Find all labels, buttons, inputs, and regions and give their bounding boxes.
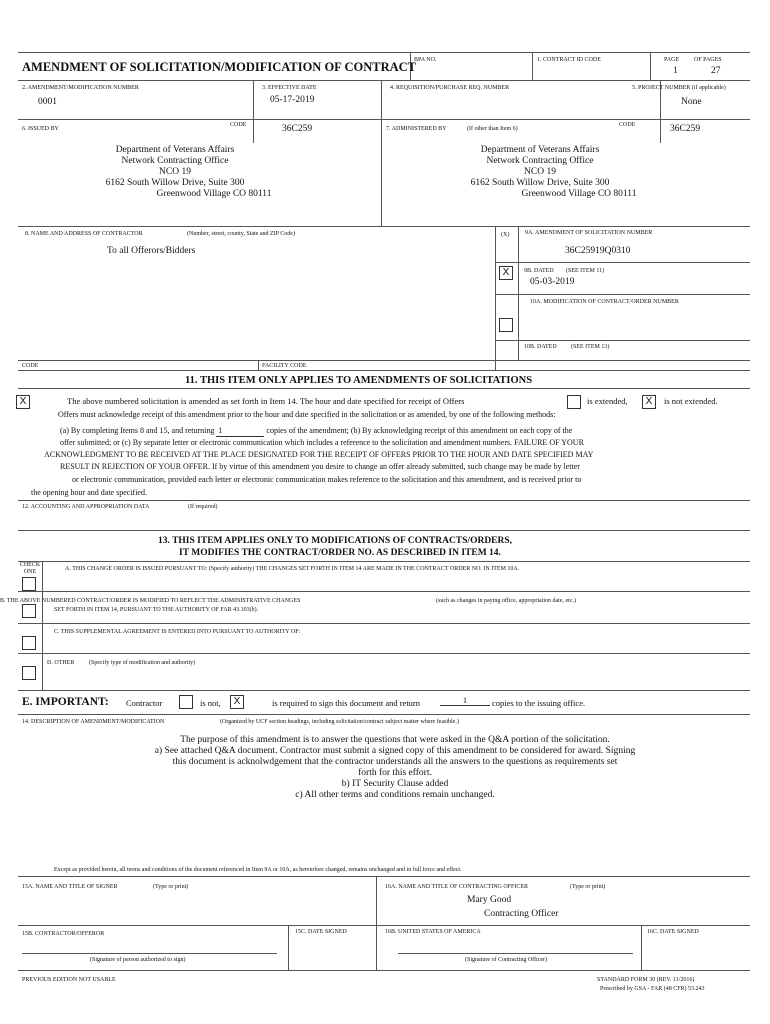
col-divider [376,876,377,970]
copies-suffix: copies to the issuing office. [492,698,586,708]
row-divider [18,530,750,531]
item9b-label: 9B. DATED [524,268,554,274]
item13c-checkbox[interactable] [22,636,36,650]
row-divider [18,876,750,877]
item7-note: (If other than Item 6) [467,126,518,132]
check-one-text: ONE [23,569,37,575]
item13b-text: B. THE ABOVE NUMBERED CONTRACT/ORDER IS MODIFIED TO REFLECT THE ADMINISTRATIVE CHANGES [0,598,301,604]
item11-line: offer submitted; or (c) By separate letter or electronic communication which includes a reference to the solicitation and amendment numbers. FAILURE OF YOUR [60,438,584,447]
item3-value[interactable]: 05-17-2019 [270,95,315,105]
description-line: The purpose of this amendment is to answer the questions that were asked in the Q&A portion of the solicitation. [180,735,610,745]
item3-label: 3. EFFECTIVE DATE [262,85,317,91]
contractor-signature-line[interactable] [22,953,277,954]
item11-heading: 11. THIS ITEM ONLY APPLIES TO AMENDMENTS OF SOLICITATIONS [185,375,533,386]
description-line: c) All other terms and conditions remain unchanged. [295,790,495,800]
item11-checkbox[interactable]: X [16,395,30,409]
col-divider [253,80,254,119]
issuer-line: Network Contracting Office [121,156,229,166]
is-not-label: is not, [200,698,221,708]
col-divider [641,925,642,970]
item2-label: 2. AMENDMENT/MODIFICATION NUMBER [22,85,139,91]
admin-address [425,145,655,200]
item12-label: 12. ACCOUNTING AND APPROPRIATION DATA [22,504,150,510]
item13d-checkbox[interactable] [22,666,36,680]
item7-code-value[interactable]: 36C259 [670,124,701,134]
item13b-text: SET FORTH IN ITEM 14, PURSUANT TO THE AUTHORITY OF FAR 43.103(b). [54,607,259,613]
item5-value[interactable]: None [681,97,702,107]
item16a-note: (Type or print) [570,884,606,890]
item13-heading: 13. THIS ITEM APPLIES ONLY TO MODIFICATIONS OF CONTRACTS/ORDERS, [158,536,513,546]
row-divider [18,561,750,562]
item15a-note: (Type or print) [153,884,189,890]
issuer-line: NCO 19 [159,167,191,177]
of-pages-label: OF PAGES [694,57,722,63]
col-divider [495,226,496,370]
item11-line: ACKNOWLEDGMENT TO BE RECEIVED AT THE PLACE DESIGNATED FOR THE RECEIPT OF OFFERS PRIOR TO THE HOUR AND DATE SPECIFIED MAY [44,450,594,459]
item6-code-label: CODE [230,122,247,128]
previous-edition-note: PREVIOUS EDITION NOT USABLE [22,977,116,983]
x-column-label: (X) [501,232,510,238]
bpa-label: BPA NO. [414,57,437,63]
is-extended-label: is extended, [587,396,628,406]
item10a-label: 10A. MODIFICATION OF CONTRACT/ORDER NUMBER [530,299,679,305]
pages-value: 27 [711,66,721,76]
row-divider [495,294,750,295]
form-title: AMENDMENT OF SOLICITATION/MODIFICATION OF CONTRACT [22,60,417,74]
row-divider [18,714,750,715]
row-divider [18,690,750,691]
page-value: 1 [673,66,678,76]
issuer-line: 6162 South Willow Drive, Suite 300 [105,178,245,188]
item8-label: 8. NAME AND ADDRESS OF CONTRACTOR [25,231,143,237]
col-divider [532,52,533,80]
item11-line: or electronic communication, provided each letter or electronic communication makes reference to the solicitation and this amendment, and is received prior to [72,475,582,484]
is-required-label: is required to sign this document and return [272,698,421,708]
contractor-signature-note: (Signature of person authorized to sign) [90,957,186,963]
item10b-note: (SEE ITEM 13) [571,344,610,350]
item9a-value[interactable]: 36C25919Q0310 [565,246,631,256]
item13a-checkbox[interactable] [22,577,36,591]
item11-line: RESULT IN REJECTION OF YOUR OFFER. If by virtue of this amendment you desire to change an offer already submitted, such change may be made by letter [60,462,580,471]
form-bottom-border [18,970,750,971]
col-divider [288,925,289,970]
col-divider [42,561,43,690]
row-divider [18,370,750,371]
item13b-note: (such as changes in paying office, appropriation date, etc.) [436,598,577,604]
item15a-label: 15A. NAME AND TITLE OF SIGNER [22,884,118,890]
item8-value[interactable]: To all Offerors/Bidders [107,246,196,256]
officer-title: Contracting Officer [484,909,559,919]
item5-label: 5. PROJECT NUMBER (if applicable) [632,85,726,91]
item11-sentence: The above numbered solicitation is amended as set forth in Item 14. The hour and date specified for receipt of Offers [67,396,465,406]
issuer-line: Greenwood Village CO 80111 [156,189,272,199]
row-divider [18,226,750,227]
row-divider [495,340,750,341]
item13b-checkbox[interactable] [22,604,36,618]
item10a-checkbox[interactable] [499,318,513,332]
check-one-label [18,562,42,576]
item14-label: 14. DESCRIPTION OF AMENDMENT/MODIFICATION [22,719,165,725]
item9b-note: (SEE ITEM 11) [566,268,605,274]
item13d-text: D. OTHER [47,660,75,666]
item11-line: the opening hour and date specified. [31,488,147,497]
col-divider [650,52,651,80]
code-label: CODE [22,363,39,369]
item11-text: (a) By completing Items 8 and 15, and returning [60,426,215,435]
is-not-checkbox[interactable] [179,695,193,709]
copies-field[interactable]: 1 [216,426,264,437]
facility-code-label: FACILITY CODE [262,363,307,369]
item13a-text: A. THIS CHANGE ORDER IS ISSUED PURSUANT TO: (Specify authority) THE CHANGES SET FORTH IN ITEM 14 ARE MADE IN THE CONTRACT ORDER NO. IN ITEM 10A. [65,566,520,572]
item13d-note: (Specify type of modification and authority) [89,660,196,666]
item13-heading: IT MODIFIES THE CONTRACT/ORDER NO. AS DESCRIBED IN ITEM 14. [179,548,501,558]
item11-line [60,426,572,437]
row-divider [18,653,750,654]
item4-label: 4. REQUISITION/PURCHASE REQ. NUMBER [390,85,510,91]
row-divider [18,500,750,501]
not-extended-checkbox[interactable]: X [642,395,656,409]
description-line: b) IT Security Clause added [341,779,449,789]
item8-note: (Number, street, county, State and ZIP Code) [187,231,295,237]
admin-line: Department of Veterans Affairs [480,145,600,155]
admin-line: Greenwood Village CO 80111 [521,189,637,199]
row-divider [18,80,750,81]
row-divider [495,262,750,263]
item11-line: Offers must acknowledge receipt of this amendment prior to the hour and date specified in the solicitation or as amended, by one of the following methods: [58,410,556,419]
officer-signature-note: (Signature of Contracting Officer) [465,957,548,963]
row-divider [18,591,750,592]
officer-name: Mary Good [467,895,512,905]
row-divider [18,623,750,624]
except-note: Except as provided herein, all terms and conditions of the document referenced in Item 9A or 10A, as heretofore changed, remains unchanged and in full force and effect. [54,867,462,873]
admin-line: 6162 South Willow Drive, Suite 300 [470,178,610,188]
description-line: forth for this effort. [358,768,432,778]
page-label: PAGE [664,57,680,63]
col-divider [253,119,254,143]
col-divider [518,226,519,360]
item7-label: 7. ADMINISTERED BY [386,126,447,132]
item9a-label: 9A. AMENDMENT OF SOLICITATION NUMBER [525,230,653,236]
item16c-label: 16C. DATE SIGNED [647,929,699,935]
item9b-value[interactable]: 05-03-2019 [530,277,575,287]
item15b-label: 15B. CONTRACTOR/OFFEROR [22,931,105,937]
item2-value[interactable]: 0001 [38,97,57,107]
item6-label: 6. ISSUED BY [22,126,59,132]
row-divider [18,119,750,120]
form-top-border [18,52,750,53]
col-divider [381,80,382,226]
is-not-extended-label: is not extended. [664,396,718,406]
prescribed-by-label: Prescribed by GSA - FAR (48 CFR) 53.243 [600,986,705,992]
col-divider [258,360,259,370]
col-divider [660,119,661,143]
admin-line: Network Contracting Office [486,156,594,166]
officer-signature-line[interactable] [398,953,633,954]
item14-note: (Organized by UCF section headings, including solicitation/contract subject matter where feasible.) [220,719,459,725]
item7-code-label: CODE [619,122,636,128]
admin-line: NCO 19 [524,167,556,177]
amendment-description [100,735,690,801]
extended-checkbox[interactable] [567,395,581,409]
issuer-line: Department of Veterans Affairs [115,145,235,155]
item6-code-value[interactable]: 36C259 [282,124,313,134]
contract-id-label: 1. CONTRACT ID CODE [537,57,601,63]
item9a-checkbox[interactable]: X [499,266,513,280]
item11-text: copies of the amendment; (b) By acknowledging receipt of this amendment on each copy of the [266,426,573,435]
item10b-label: 10B. DATED [524,344,557,350]
item16b-label: 16B. UNITED STATES OF AMERICA [385,929,481,935]
description-line: this document is acknolwdgement that the contractor understands all the answers to the questions as requirements set [172,757,618,767]
item15c-label: 15C. DATE SIGNED [295,929,347,935]
item16a-label: 16A. NAME AND TITLE OF CONTRACTING OFFICER [385,884,529,890]
row-divider [18,360,750,361]
issuer-address [60,145,290,200]
contractor-label: Contractor [126,698,163,708]
row-divider [18,388,750,389]
is-required-checkbox[interactable]: X [230,695,244,709]
important-label: E. IMPORTANT: [22,696,109,708]
standard-form-label: STANDARD FORM 30 (REV. 11/2016) [597,977,695,983]
return-copies-field[interactable]: 1 [440,695,490,706]
description-line: a) See attached Q&A document. Contractor must submit a signed copy of this amendment to be considered for award. Signing [154,746,636,756]
item12-note: (If required) [188,504,218,510]
check-one-text: CHECK [19,562,41,568]
item13c-text: C. THIS SUPPLEMENTAL AGREEMENT IS ENTERED INTO PURSUANT TO AUTHORITY OF: [54,629,301,635]
